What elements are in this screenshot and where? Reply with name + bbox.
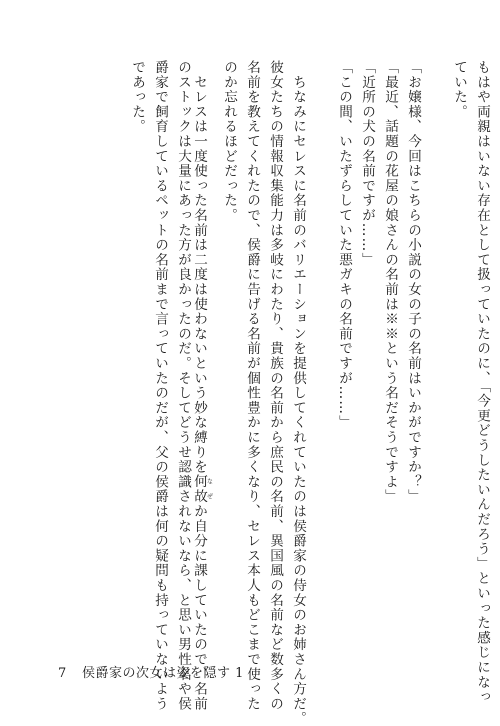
text-column: セレスは一度使った名前は二度は使わないという妙な縛りを何故なぜか自分に課していたので、名前 xyxy=(191,60,213,712)
text-column: 名前を教えてくれたので、侯爵に告げる名前が個性豊かに多くなり、セレス本人もどこまで使った xyxy=(244,60,260,712)
text-column: もはや両親はいない存在として扱っていたのに、「今更どうしたいんだろう」といった感じになっ xyxy=(474,60,490,705)
text-column: 「近所の犬の名前ですが……」 xyxy=(359,60,375,268)
text-column: 「お嬢様、今回はこちらの小説の女の子の名前はいかがですか？」 xyxy=(405,60,421,504)
text-column: 「この間、いたずらしていた悪ガキの名前ですが……」 xyxy=(336,60,352,430)
text-column: 爵家で飼育しているペットの名前まで言っていたのだが、父の侯爵は何の疑問も持っていないよう xyxy=(152,60,168,712)
running-title: 侯爵家の次女は姿を隠す 1 xyxy=(82,666,244,681)
page-number: 7 xyxy=(58,666,67,681)
furigana-word: 何故なぜ xyxy=(191,474,213,505)
text-column: のか忘れるほどだった。 xyxy=(221,60,237,223)
text-column: 彼女たちの情報収集能力は多岐にわたり、貴族の名前から庶民の名前、異国風の名前など数多くの xyxy=(267,60,283,712)
text-column: 「最近、話題の花屋の娘さんの名前は※※という名だそうですよ」 xyxy=(382,60,398,504)
furigana-reading: なぜ xyxy=(205,474,213,505)
text-column xyxy=(311,60,327,650)
text-column: ちなみにセレスに名前のバリエーションを提供してくれていたのは侯爵家の侍女のお姉さん方だ。 xyxy=(290,60,306,726)
text-column xyxy=(426,60,442,650)
text-column: ていた。 xyxy=(451,60,467,120)
text-column: のストックは大量にあった方が良かったのだ。そしてどうせ認識されないなら、と思い男性名や侯 xyxy=(175,60,191,712)
text-column: であった。 xyxy=(129,60,145,134)
